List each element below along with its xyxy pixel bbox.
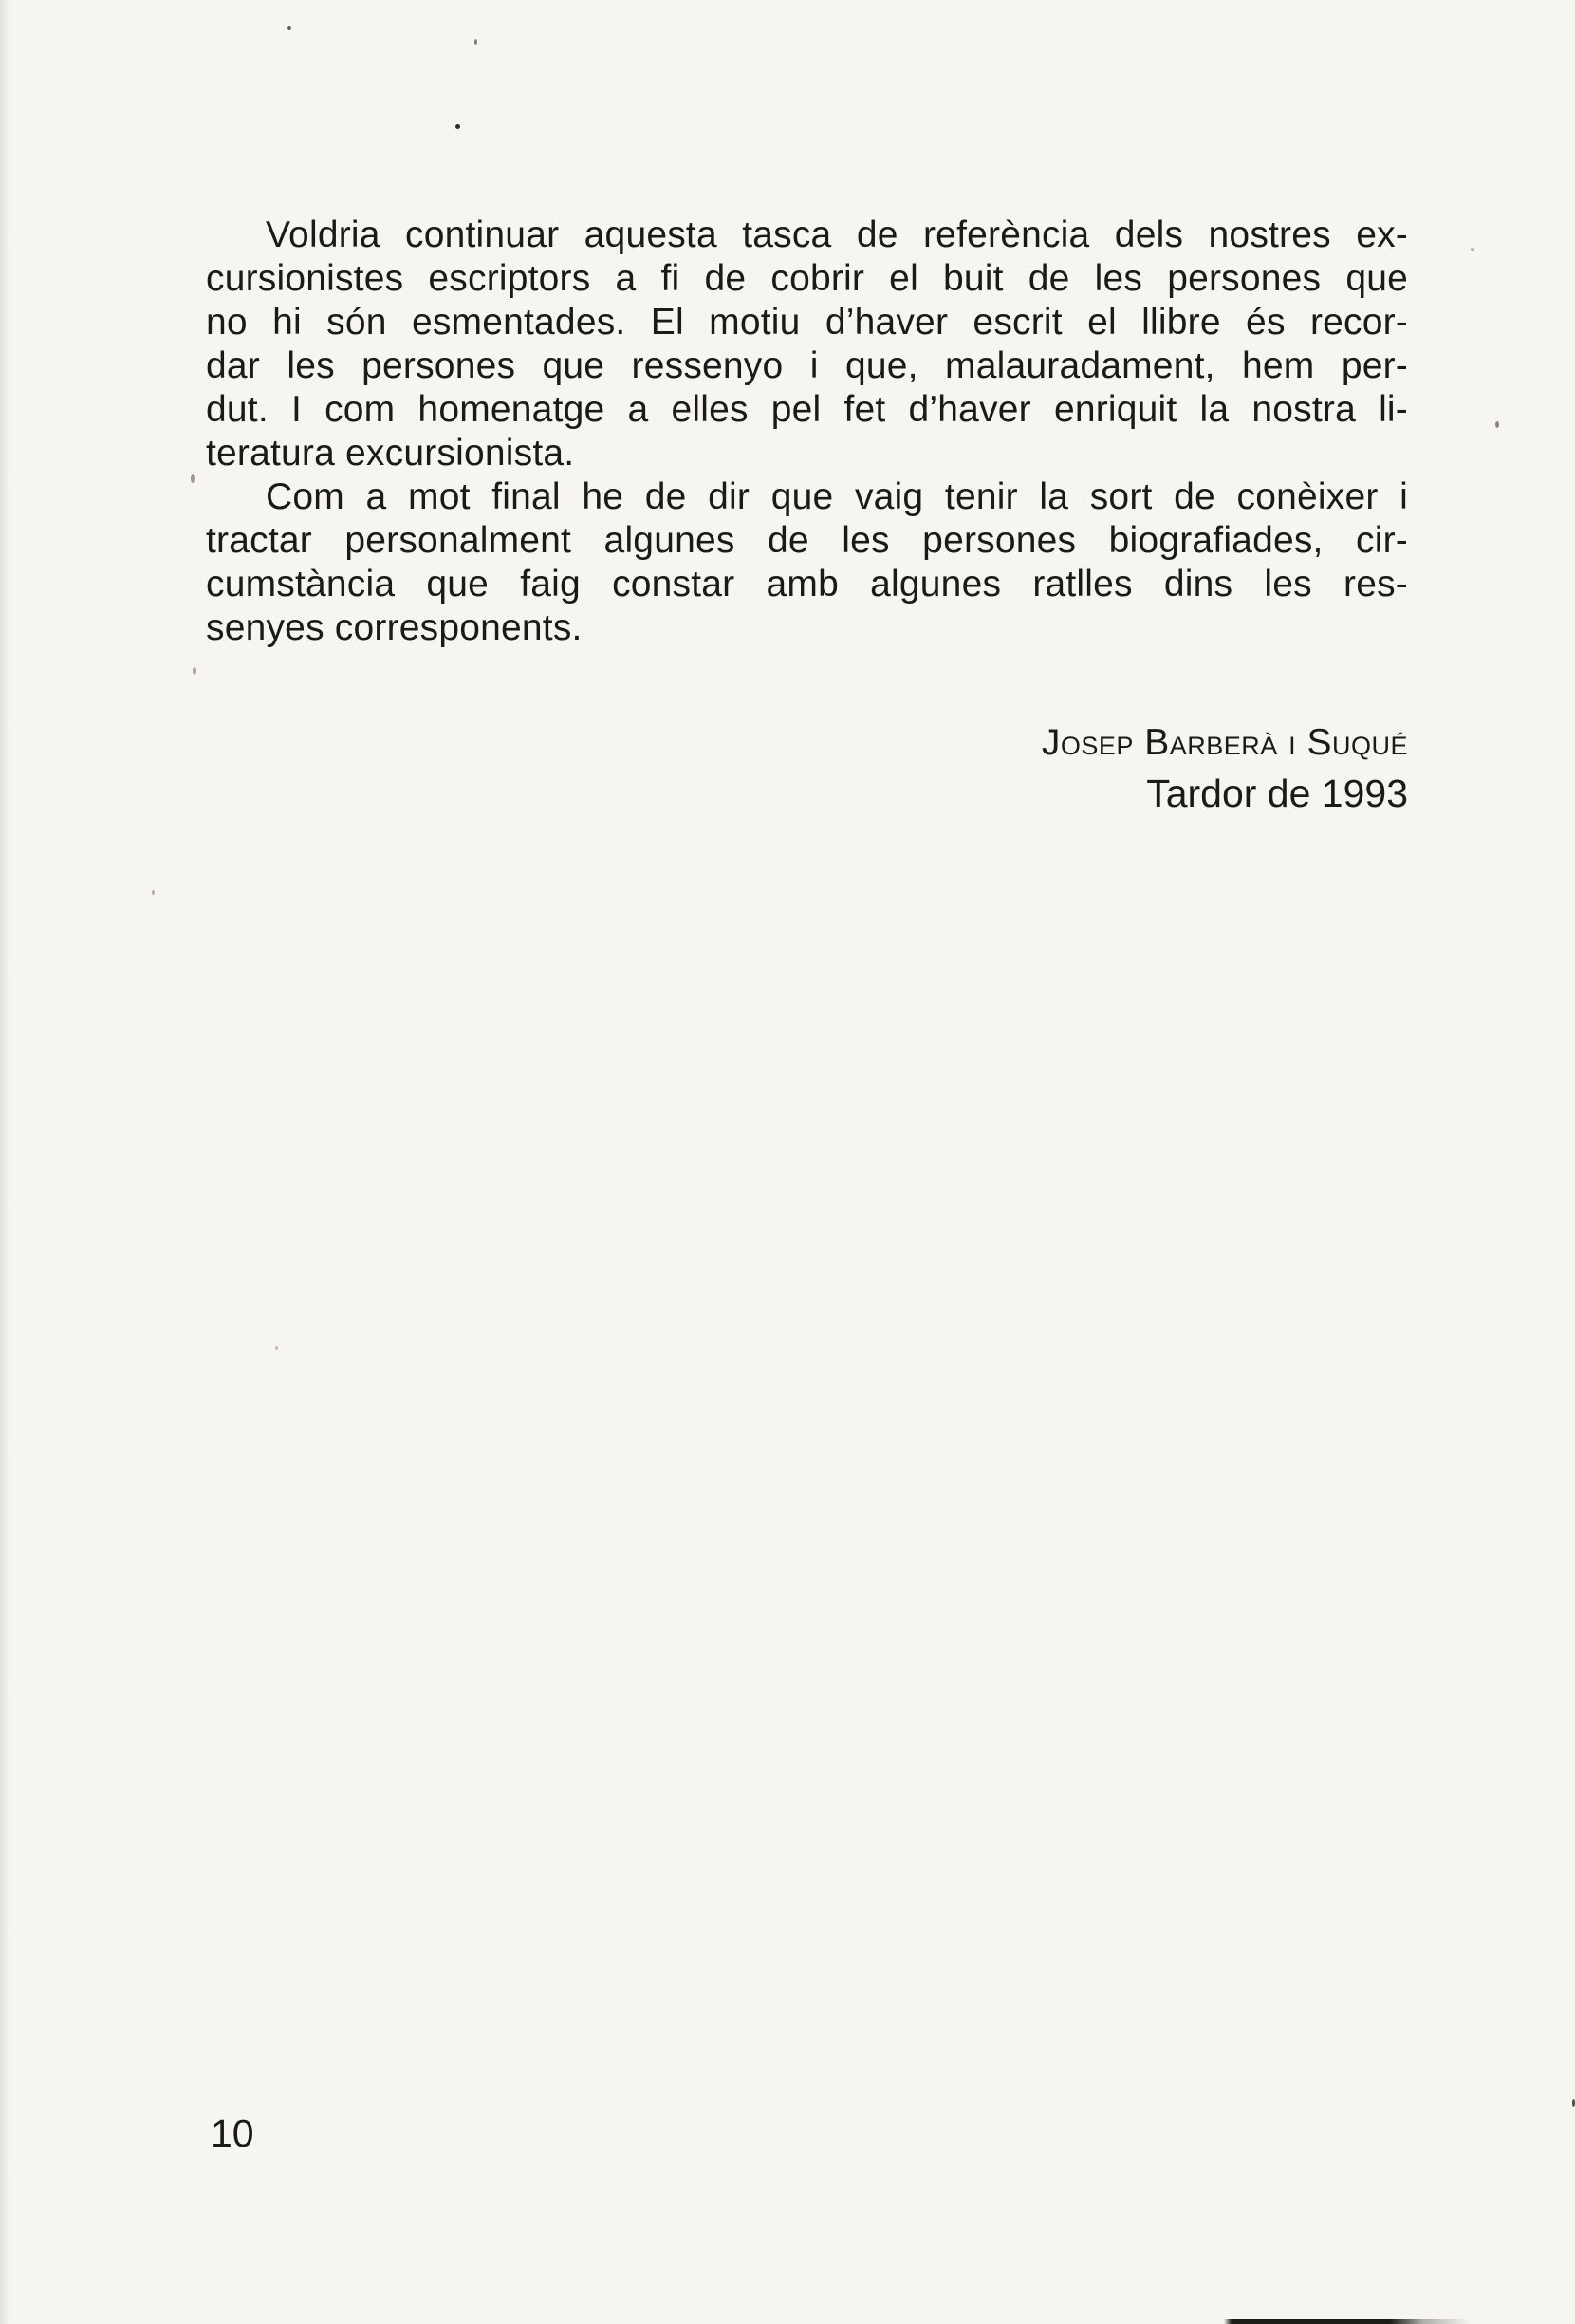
text-line: tractar personalment algunes de les persones biografiades, cir-	[206, 520, 1408, 561]
text-line: dut. I com homenatge a elles pel fet d’haver enriquit la nostra li-	[206, 389, 1408, 430]
scan-speck	[152, 890, 155, 895]
page-number: 10	[211, 2111, 254, 2155]
scan-speck	[191, 474, 195, 483]
scan-speck	[1471, 248, 1474, 251]
text-line: Voldria continuar aquesta tasca de referència dels nostres ex-	[266, 214, 1408, 255]
scan-edge-artifact	[1224, 2319, 1480, 2324]
text-line: senyes corresponents.	[206, 607, 583, 648]
scan-speck	[287, 26, 291, 30]
scan-speck	[455, 124, 460, 129]
text-line: cursionistes escriptors a fi de cobrir el buit de les persones que	[206, 258, 1408, 299]
signature-date: Tardor de 1993	[1146, 772, 1408, 815]
body-text	[206, 214, 1408, 650]
text-line: Com a mot final he de dir que vaig tenir la sort de conèixer i	[266, 476, 1408, 517]
page-left-edge-shadow	[0, 0, 9, 2324]
author-signature-name: Josep Barberà i Suqué	[1041, 722, 1408, 763]
scan-speck	[193, 667, 196, 675]
text-line: dar les persones que ressenyo i que, malauradament, hem per-	[206, 345, 1408, 386]
text-line: no hi són esmentades. El motiu d’haver escrit el llibre és recor-	[206, 302, 1408, 343]
scan-speck	[275, 1346, 278, 1350]
text-line: teratura excursionista.	[206, 433, 575, 474]
text-line: cumstància que faig constar amb algunes ratlles dins les res-	[206, 564, 1408, 604]
scan-speck	[474, 39, 477, 45]
scan-speck	[1495, 421, 1499, 428]
